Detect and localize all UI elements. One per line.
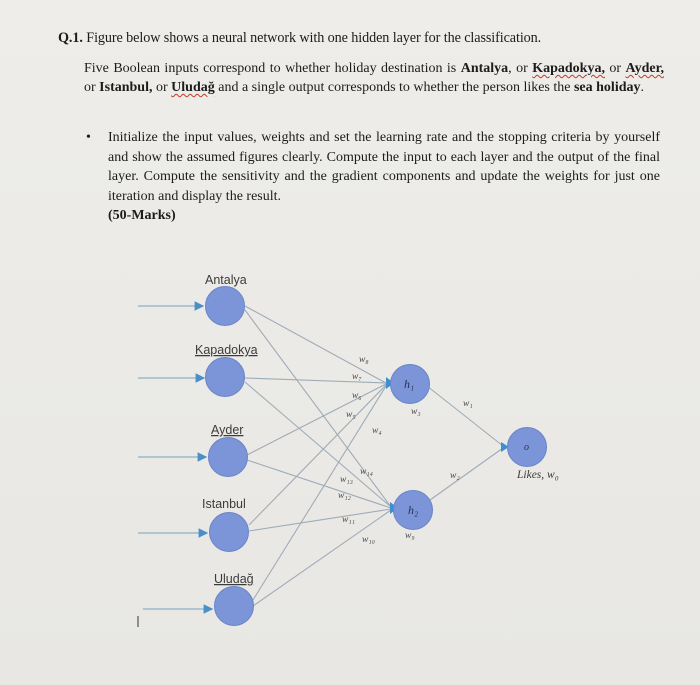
desc-text: and a single output corresponds to whether the person likes the [214, 80, 574, 95]
weight-w5: w₅ [346, 410, 356, 420]
edges [245, 306, 503, 606]
input-node-ayder [209, 438, 248, 477]
weight-w13: w₁₃ [340, 475, 353, 485]
weight-w14: w₁₄ [360, 467, 373, 477]
bullet-icon: • [86, 130, 91, 145]
weight-w1: w₁ [463, 399, 473, 409]
term-uludag: Uludağ [171, 80, 215, 95]
desc-end: . [640, 80, 644, 95]
node-label-uludag: Uludağ [214, 572, 254, 586]
output-layer [508, 428, 559, 482]
desc-sep: or [84, 80, 100, 95]
output-label: o [524, 442, 529, 453]
weight-w10: w₁₀ [362, 535, 375, 545]
input-node-uludag [215, 587, 254, 626]
output-caption: Likes, w₀ [517, 469, 559, 481]
bias-label-h2: w₉ [405, 531, 415, 541]
term-kapadokya: Kapadokya, [532, 61, 605, 76]
weight-w12: w₁₂ [338, 491, 351, 501]
input-layer [195, 273, 258, 626]
desc-sep: or [152, 80, 172, 95]
desc-text: Five Boolean inputs correspond to whether holiday destination is [84, 61, 461, 76]
weight-w7: w₇ [352, 372, 362, 382]
weight-w4: w₄ [372, 426, 382, 436]
node-label-antalya: Antalya [205, 273, 247, 287]
node-label-ayder: Ayder [211, 423, 244, 437]
weight-w8: w₈ [359, 355, 369, 365]
desc-sep: , or [508, 61, 533, 76]
input-node-antalya [206, 287, 245, 326]
term-ayder: Ayder, [625, 61, 664, 76]
marks-label: (50-Marks) [108, 208, 176, 223]
input-node-kapadokya [206, 358, 245, 397]
hidden-layer [391, 365, 433, 542]
weight-w2: w₂ [450, 471, 460, 481]
question-title-text: Figure below shows a neural network with one hidden layer for the classification. [86, 30, 542, 46]
weight-w11: w₁₁ [342, 515, 355, 525]
node-label-istanbul: Istanbul [202, 497, 246, 511]
hidden-label-h2: h₂ [408, 503, 419, 517]
term-istanbul: Istanbul, [99, 80, 153, 95]
input-node-istanbul [210, 513, 249, 552]
term-sea-holiday: sea holiday [573, 80, 641, 95]
hidden-label-h1: h₁ [404, 377, 415, 391]
desc-sep: or [604, 61, 626, 76]
task-text: Initialize the input values, weights and set the learning rate and the stopping criteria by yourself and show the assumed figures clearly. Compute the input to each layer and the output of the final layer. Compute the sensitivity and the gradient components and update the weights for just one iteration and display the result. [108, 130, 660, 204]
weight-w6: w₆ [352, 391, 362, 401]
node-label-kapadokya: Kapadokya [195, 343, 258, 357]
bias-label-h1: w₃ [411, 407, 421, 417]
term-antalya: Antalya [460, 61, 509, 76]
question-number: Q.1. [58, 30, 83, 46]
